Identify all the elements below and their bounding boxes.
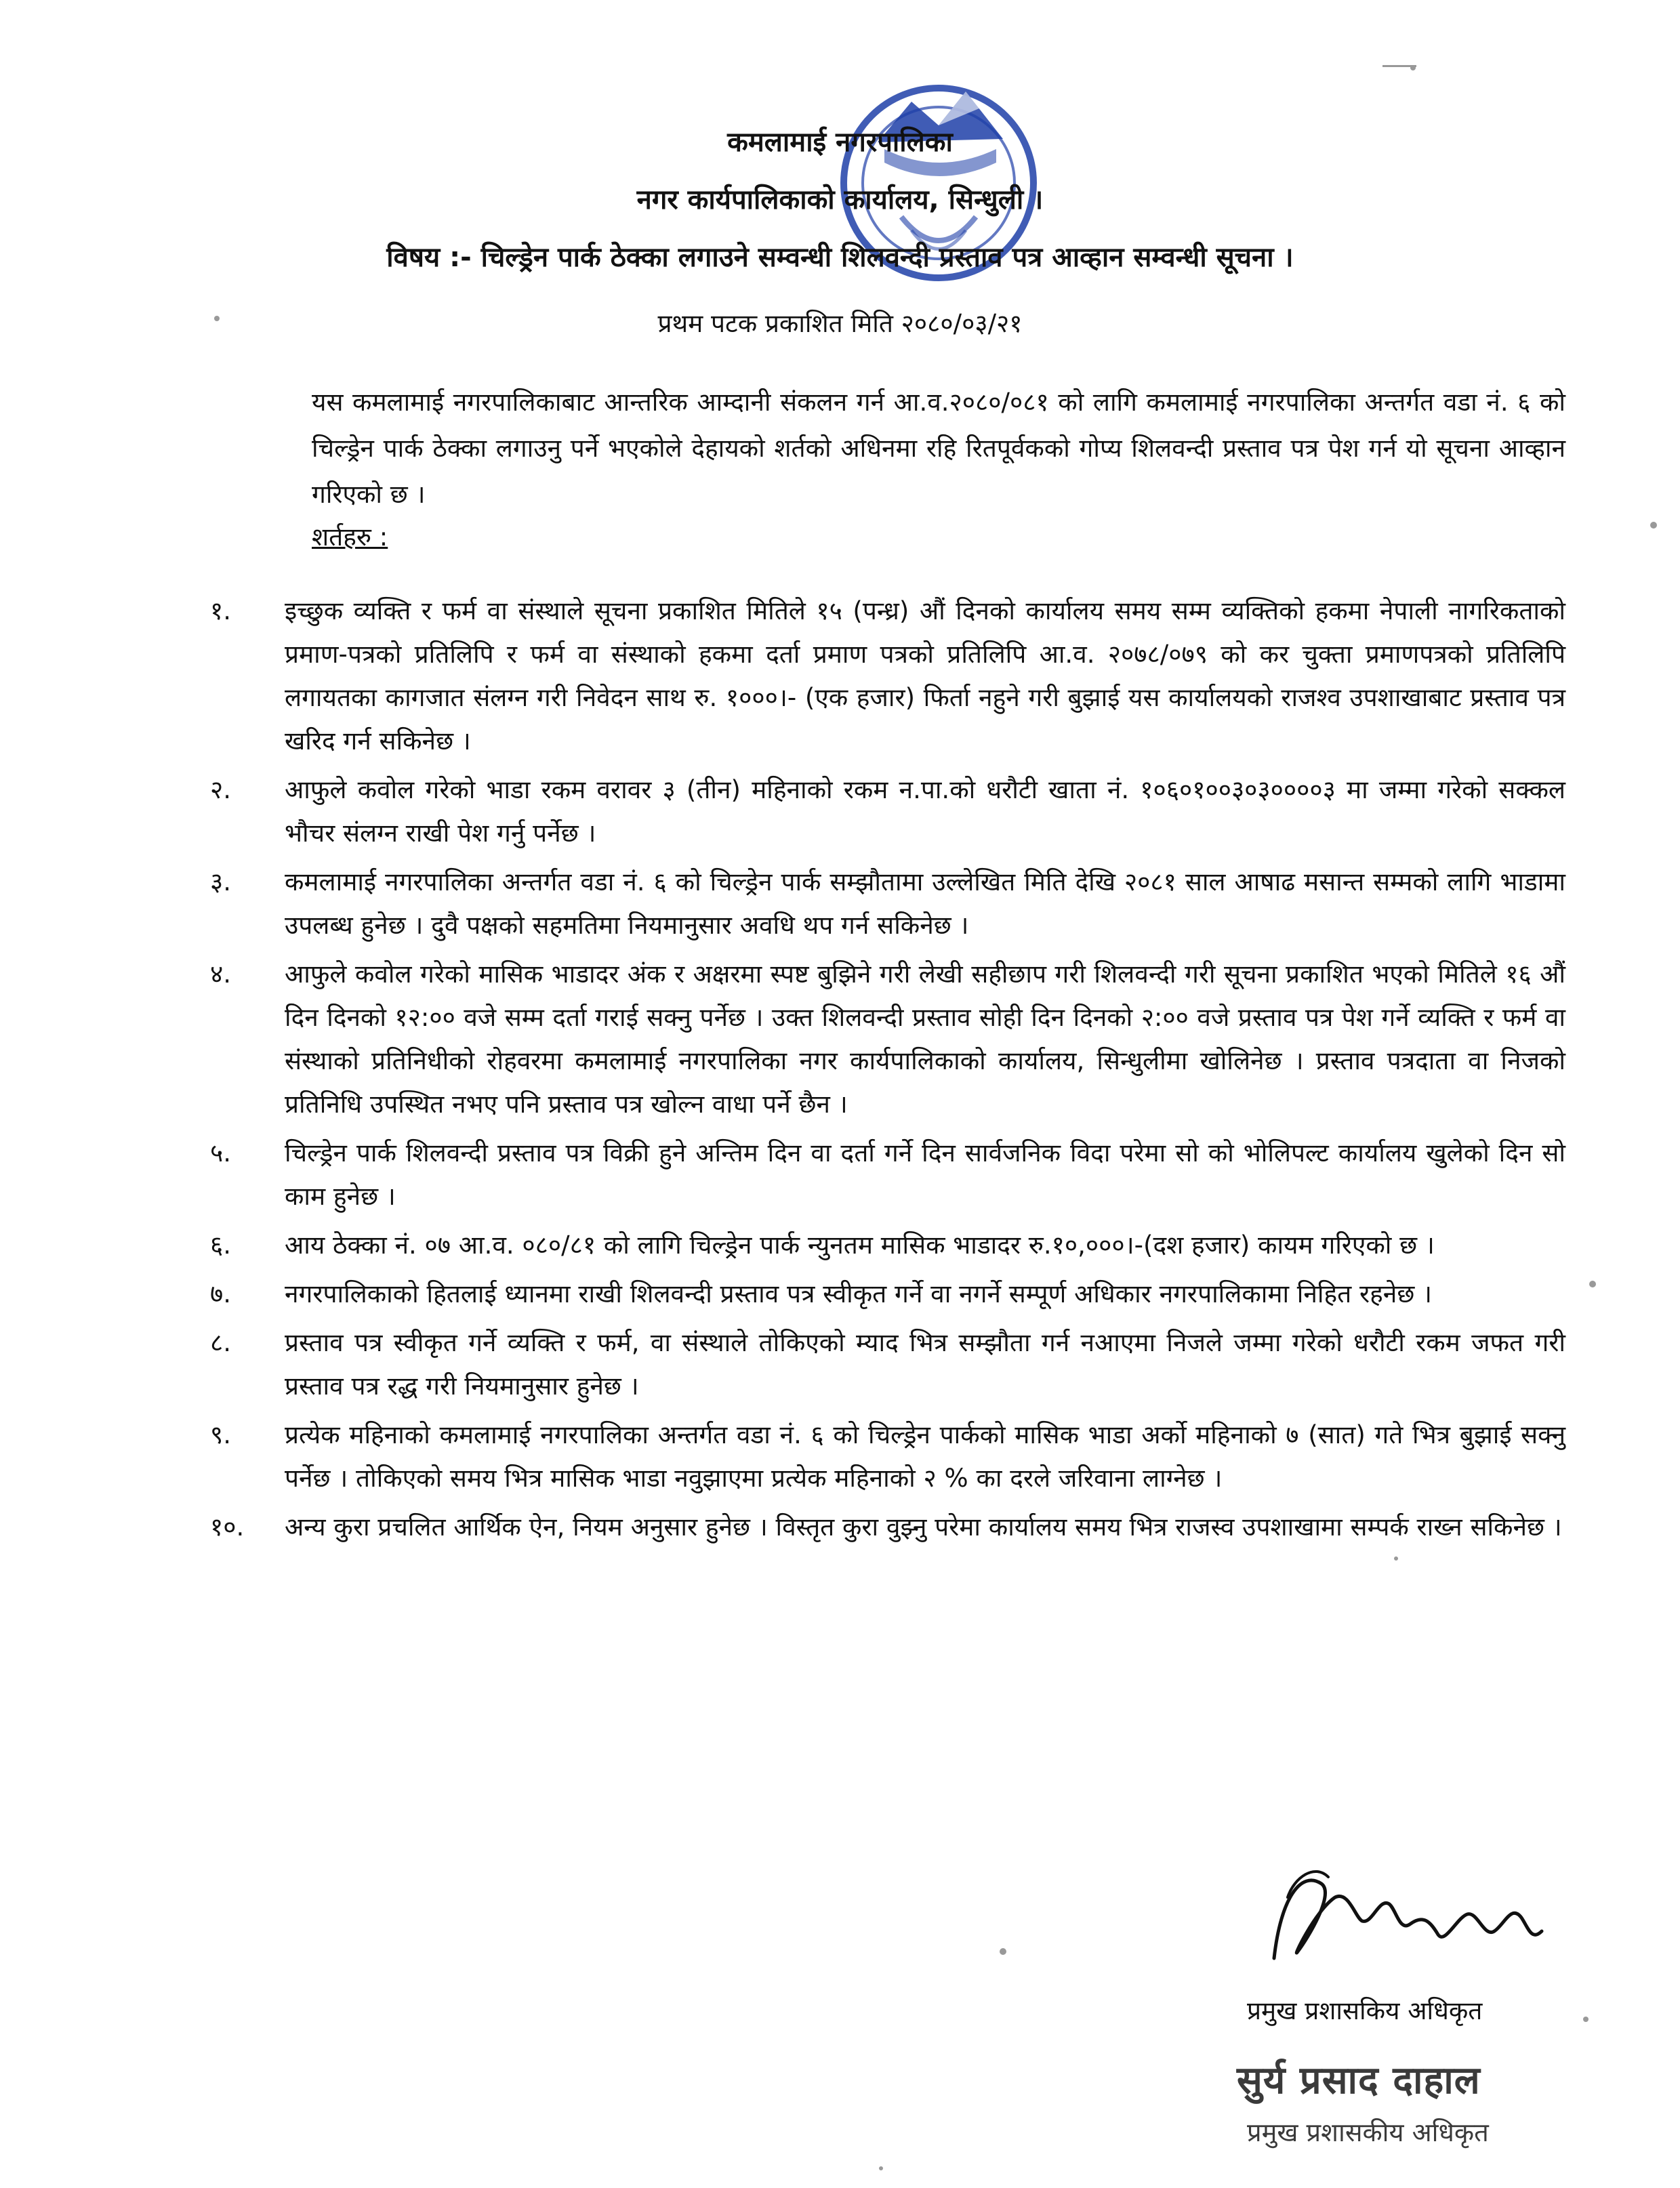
condition-text: चिल्ड्रेन पार्क शिलवन्दी प्रस्ताव पत्र विक्री हुने अन्तिम दिन वा दर्ता गर्ने दिन सार्वजनिक विदा परेमा सो को भोलिपल्ट कार्यालय खुलेको दिन सो काम हुनेछ ।: [285, 1138, 1565, 1211]
condition-text: अन्य कुरा प्रचलित आर्थिक ऐन, नियम अनुसार हुनेछ । विस्तृत कुरा वुझ्नु परेमा कार्यालय समय भित्र राजस्व उपशाखामा सम्पर्क राख्न सकिनेछ ।: [285, 1512, 1562, 1542]
org-name: कमलामाई नगरपालिका: [727, 127, 953, 158]
condition-number: ८.: [210, 1328, 232, 1357]
condition-item: [163, 768, 1565, 855]
condition-number: १०.: [210, 1512, 245, 1542]
condition-item: [163, 1413, 1565, 1500]
condition-item: [163, 1506, 1565, 1549]
condition-number: ३.: [210, 867, 232, 896]
office-name: नगर कार्यपालिकाको कार्यालय, सिन्धुली ।: [636, 184, 1044, 215]
condition-item: [163, 1224, 1565, 1267]
published-date: प्रथम पटक प्रकाशित मिति २०८०/०३/२१: [657, 309, 1023, 338]
condition-text: प्रत्येक महिनाको कमलामाई नगरपालिका अन्तर्गत वडा नं. ६ को चिल्ड्रेन पार्कको मासिक भाडा अर्को महिनाको ७ (सात) गते भित्र बुझाई सक्नु पर्नेछ । तोकिएको समय भित्र मासिक भाडा नवुझाएमा प्रत्येक महिनाको २ % का दरले जरिवाना लाग्नेछ ।: [285, 1420, 1565, 1493]
condition-text: प्रस्ताव पत्र स्वीकृत गर्ने व्यक्ति र फर्म, वा संस्थाले तोकिएको म्याद भित्र सम्झौता गर्न नआएमा निजले जम्मा गरेको धरौटी रकम जफत गरी प्रस्ताव पत्र रद्ध गरी नियमानुसार हुनेछ ।: [285, 1328, 1565, 1401]
condition-item: [163, 1273, 1565, 1316]
condition-item: [163, 1132, 1565, 1218]
condition-text: आय ठेक्का नं. ०७ आ.व. ०८०/८१ को लागि चिल्ड्रेन पार्क न्युनतम मासिक भाडादर रु.१०,०००।-(दश हजार) कायम गरिएको छ ।: [285, 1231, 1435, 1260]
conditions-heading: शर्तहरु :: [312, 522, 388, 552]
condition-number: ९.: [210, 1420, 232, 1449]
condition-item: [163, 861, 1565, 947]
condition-number: ७.: [210, 1279, 232, 1308]
condition-text: आफुले कवोल गरेको मासिक भाडादर अंक र अक्षरमा स्पष्ट बुझिने गरी लेखी सहीछाप गरी शिलवन्दी गरी सूचना प्रकाशित भएको मितिले १६ औं दिन दिनको १२:०० वजे सम्म दर्ता गराई सक्नु पर्नेछ । उक्त शिलवन्दी प्रस्ताव सोही दिन दिनको २:०० वजे प्रस्ताव पत्र पेश गर्ने व्यक्ति र फर्म वा संस्थाको प्रतिनिधीको रोहवरमा कमलामाई नगरपालिका नगर कार्यपालिकाको कार्यालय, सिन्धुलीमा खोलिनेछ । प्रस्ताव पत्रदाता वा निजको प्रतिनिधि उपस्थित नभए पनि प्रस्ताव पत्र खोल्न वाधा पर्ने छैन ।: [285, 959, 1565, 1119]
notice-subject: विषय :- चिल्ड्रेन पार्क ठेक्का लगाउने सम्वन्धी शिलवन्दी प्रस्ताव पत्र आव्हान सम्वन्धी सूचना ।: [386, 242, 1294, 273]
condition-number: १.: [210, 596, 232, 625]
condition-text: इच्छुक व्यक्ति र फर्म वा संस्थाले सूचना प्रकाशित मितिले १५ (पन्ध्र) औं दिनको कार्यालय समय सम्म व्यक्तिको हकमा नेपाली नागरिकताको प्रमाण-पत्रको प्रतिलिपि र फर्म वा संस्थाको हकमा दर्ता प्रमाण पत्रको प्रतिलिपि आ.व. २०७८/०७९ को कर चुक्ता प्रमाणपत्रको प्रतिलिपि लगायतका कागजात संलग्न गरी निवेदन साथ रु. १०००।- (एक हजार) फिर्ता नहुने गरी बुझाई यस कार्यालयको राजश्व उपशाखाबाट प्रस्ताव पत्र खरिद गर्न सकिनेछ ।: [285, 596, 1565, 756]
condition-item: [163, 953, 1565, 1126]
condition-number: २.: [210, 775, 232, 804]
condition-number: ६.: [210, 1231, 232, 1260]
condition-item: [163, 590, 1565, 763]
condition-number: ५.: [210, 1138, 232, 1168]
condition-item: [163, 1321, 1565, 1408]
condition-text: कमलामाई नगरपालिका अन्तर्गत वडा नं. ६ को चिल्ड्रेन पार्क सम्झौतामा उल्लेखित मिति देखि २०८१ साल आषाढ मसान्त सम्मको लागि भाडामा उपलब्ध हुनेछ । दुवै पक्षको सहमतिमा नियमानुसार अवधि थप गर्न सकिनेछ ।: [285, 867, 1565, 940]
intro-paragraph: यस कमलामाई नगरपालिकाबाट आन्तरिक आम्दानी संकलन गर्न आ.व.२०८०/०८१ को लागि कमलामाई नगरपालिका अन्तर्गत वडा नं. ६ को चिल्ड्रेन पार्क ठेक्का लगाउनु पर्ने भएकोले देहायको शर्तको अधिनमा रहि रितपूर्वकको गोप्य शिलवन्दी प्रस्ताव पत्र पेश गर्न यो सूचना आव्हान गरिएको छ ।: [312, 388, 1565, 509]
conditions-list: [163, 590, 1565, 1554]
condition-text: नगरपालिकाको हितलाई ध्यानमा राखी शिलवन्दी प्रस्ताव पत्र स्वीकृत गर्ने वा नगर्ने सम्पूर्ण अधिकार नगरपालिकामा निहित रहनेछ ।: [285, 1279, 1433, 1308]
condition-number: ४.: [210, 959, 232, 989]
signatory-title: प्रमुख प्रशासकिय अधिकृत: [1247, 1996, 1483, 2025]
signature-icon: [1261, 1857, 1545, 1972]
stamp-title: प्रमुख प्रशासकीय अधिकृत: [1247, 2118, 1489, 2147]
stamp-name: सुर्य प्रसाद दाहाल: [1237, 2059, 1481, 2103]
condition-text: आफुले कवोल गरेको भाडा रकम वरावर ३ (तीन) महिनाको रकम न.पा.को धरौटी खाता नं. १०६०१००३०३००००३ मा जम्मा गरेको सक्कल भौचर संलग्न राखी पेश गर्नु पर्नेछ ।: [285, 775, 1565, 848]
